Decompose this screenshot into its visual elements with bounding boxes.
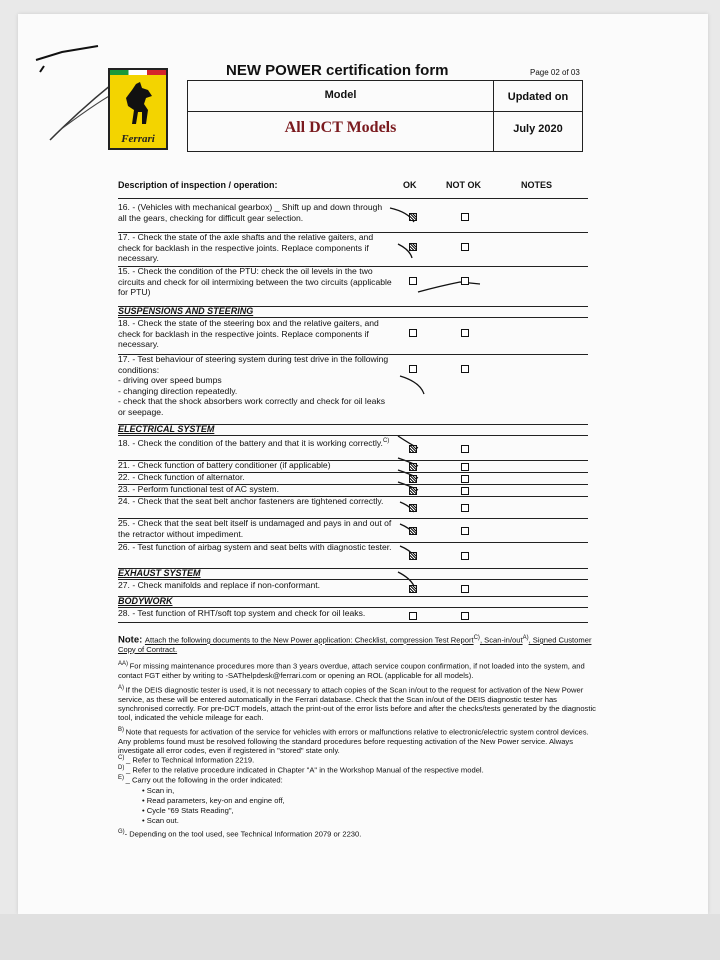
header-table — [187, 80, 583, 152]
footnote-item — [118, 726, 598, 755]
not-ok-checkbox[interactable] — [461, 277, 469, 285]
inspection-text: 16. - (Vehicles with mechanical gearbox) _ Shift up and down through all the gears, checking for difficult gear selection. — [118, 202, 383, 223]
bullet-item: • Scan in, — [142, 786, 175, 795]
note-lead — [118, 634, 598, 654]
inspection-text: 22. - Check function of alternator. — [118, 472, 245, 482]
inspection-row — [118, 496, 588, 519]
inspection-text: 18. - Check the condition of the battery and that it is working correctly.$^{C)}$ — [118, 437, 390, 448]
footnote-mark: AA) — [118, 661, 130, 667]
inspection-row — [118, 542, 588, 569]
inspection-row — [118, 518, 588, 543]
ok-checkbox[interactable] — [409, 277, 417, 285]
inspection-text: 27. - Check manifolds and replace if non-conformant. — [118, 580, 321, 590]
footnote-text: _ Refer to the relative procedure indicated in Chapter "A" in the Workshop Manual of the respective model. — [126, 765, 484, 775]
inspection-text: 21. - Check function of battery conditioner (if applicable) — [118, 460, 331, 470]
footnote-ref: A) — [522, 635, 529, 641]
column-not-ok: NOT OK — [446, 180, 481, 190]
ok-checkbox[interactable] — [409, 475, 417, 483]
inspection-row — [118, 318, 588, 355]
footnote-ref: C) — [382, 438, 390, 444]
footnote-mark: D) — [118, 765, 126, 771]
ok-checkbox[interactable] — [409, 487, 417, 495]
footnote-item — [118, 754, 598, 765]
section-label: ELECTRICAL SYSTEM — [118, 424, 215, 434]
column-notes: NOTES — [521, 180, 553, 190]
footnote-text: If the DEIS diagnostic tester is used, it is not necessary to attach copies of the Scan in/out to the request for activation of the New Power service, as these will be entered automatically in the Ferrari database. Check that the Scan in/out of the DEIS diagnostic tester has synchronised correctly. For pre-DCT models, attach the print-out of the error lists before and after the checks/tests generated by the diagnostic tool, indicated the vehicle mileage for each. — [118, 685, 596, 722]
bullet-item: • Read parameters, key-on and engine off, — [142, 796, 285, 805]
ok-checkbox[interactable] — [409, 243, 417, 251]
form-title: NEW POWER certification form — [226, 62, 449, 79]
note-lead-text: Attach the following documents to the New Power application: Checklist, compression Test Report — [144, 635, 474, 645]
inspection-row — [118, 436, 588, 461]
ok-checkbox[interactable] — [409, 463, 417, 471]
section-label: EXHAUST SYSTEM — [118, 568, 201, 578]
inspection-row — [118, 608, 588, 623]
column-description: Description of inspection / operation: — [118, 180, 278, 190]
footnote-mark: C) — [118, 755, 126, 761]
inspection-text: 24. - Check that the seat belt anchor fasteners are tightened correctly. — [118, 496, 384, 506]
not-ok-checkbox[interactable] — [461, 329, 469, 337]
ok-checkbox[interactable] — [409, 527, 417, 535]
footnote-item — [118, 774, 598, 785]
inspection-row — [118, 580, 588, 597]
ferrari-logo — [108, 68, 168, 150]
inspection-text: 17. - Check the state of the axle shafts and the relative gaiters, and check for backlash in the respective joints. Replace components if necessary. — [118, 232, 374, 264]
inspection-row — [118, 202, 588, 233]
section-label: BODYWORK — [118, 596, 173, 606]
section-label: SUSPENSIONS AND STEERING — [118, 306, 254, 316]
not-ok-checkbox[interactable] — [461, 487, 469, 495]
model-value: All DCT Models — [284, 119, 397, 136]
prancing-horse-icon — [118, 80, 158, 126]
inspection-row — [118, 354, 588, 425]
not-ok-checkbox[interactable] — [461, 445, 469, 453]
footnote-item — [118, 828, 598, 839]
inspection-row — [118, 232, 588, 267]
ferrari-wordmark: Ferrari — [121, 133, 155, 145]
section-heading — [118, 424, 588, 436]
footnote-item — [118, 764, 598, 775]
inspection-text: 23. - Perform functional test of AC system. — [118, 484, 279, 494]
note-lead-text: , Scan-in/out — [479, 635, 523, 645]
footnote-text: - Depending on the tool used, see Technical Information 2079 or 2230. — [124, 829, 362, 839]
footnote-mark: B) — [118, 727, 126, 733]
updated-value: July 2020 — [513, 123, 563, 135]
inspection-text: 28. - Test function of RHT/soft top system and check for oil leaks. — [118, 608, 366, 618]
not-ok-checkbox[interactable] — [461, 504, 469, 512]
not-ok-checkbox[interactable] — [461, 527, 469, 535]
inspection-text: 17. - Test behaviour of steering system during test drive in the following conditions: - driving over speed bumps - changing direction repeatedly. - check that the shock absorbers work correctly and check for oil leaks or seepage. — [118, 354, 389, 417]
section-heading — [118, 596, 588, 608]
footnote-text: For missing maintenance procedures more than 3 years overdue, attach service coupon confirmation, if not loaded into the system, and contact FGT either by writing to -SAThelpdesk@ferrari.com or opening an ROL (applicable for all models). — [118, 661, 585, 680]
footnote-text: _ Carry out the following in the order indicated: — [125, 775, 283, 785]
ok-checkbox[interactable] — [409, 365, 417, 373]
footnote-text: Note that requests for activation of the service for vehicles with errors or malfunctions relative to electronic/electric system control devices. Any problems found must be resolved following the standard procedures before requesting activation of the New Power service. Always investigate all error codes, even if registered in "stored" state only. — [118, 727, 589, 755]
not-ok-checkbox[interactable] — [461, 585, 469, 593]
inspection-text: 15. - Check the condition of the PTU: check the oil levels in the two circuits and check for oil intermixing between the two circuits (applicable for PTU) — [118, 266, 392, 298]
ok-checkbox[interactable] — [409, 504, 417, 512]
not-ok-checkbox[interactable] — [461, 552, 469, 560]
inspection-text: 18. - Check the state of the steering box and the relative gaiters, and check for backlash in the respective joints. Replace components if necessary. — [118, 318, 379, 350]
column-ok: OK — [403, 180, 417, 190]
section-heading — [118, 306, 588, 318]
ok-checkbox[interactable] — [409, 585, 417, 593]
footnote-mark: E) — [118, 775, 126, 781]
footnote-mark: A) — [118, 685, 126, 691]
note-label: Note: — [118, 634, 145, 646]
model-label: Model — [324, 89, 357, 101]
ok-checkbox[interactable] — [409, 445, 417, 453]
not-ok-checkbox[interactable] — [461, 243, 469, 251]
footnote-item — [118, 660, 598, 680]
bullet-item: • Cycle "69 Stats Reading", — [142, 806, 234, 815]
inspection-text: 25. - Check that the seat belt itself is undamaged and pays in and out of the retractor without impediment. — [118, 518, 392, 539]
not-ok-checkbox[interactable] — [461, 475, 469, 483]
ok-checkbox[interactable] — [409, 552, 417, 560]
not-ok-checkbox[interactable] — [461, 365, 469, 373]
footnote-text: _ Refer to Technical Information 2219. — [126, 755, 255, 765]
ok-checkbox[interactable] — [409, 329, 417, 337]
not-ok-checkbox[interactable] — [461, 612, 469, 620]
inspection-text: 26. - Test function of airbag system and seat belts with diagnostic tester. — [118, 542, 392, 552]
updated-label: Updated on — [507, 91, 569, 103]
footnote-mark: G) — [118, 829, 125, 835]
footnote-ref: C) — [473, 635, 480, 641]
inspection-row — [118, 266, 588, 307]
ok-checkbox[interactable] — [409, 612, 417, 620]
header-rule — [118, 198, 588, 199]
section-heading — [118, 568, 588, 580]
page-number: Page 02 of 03 — [530, 68, 580, 77]
footnote-item — [118, 684, 598, 722]
not-ok-checkbox[interactable] — [461, 213, 469, 221]
ok-checkbox[interactable] — [409, 213, 417, 221]
italian-flag-stripe — [110, 70, 166, 75]
note-lead-text: , Signed Customer Copy of Contract. — [118, 635, 592, 654]
bullet-item: • Scan out. — [142, 816, 179, 825]
not-ok-checkbox[interactable] — [461, 463, 469, 471]
